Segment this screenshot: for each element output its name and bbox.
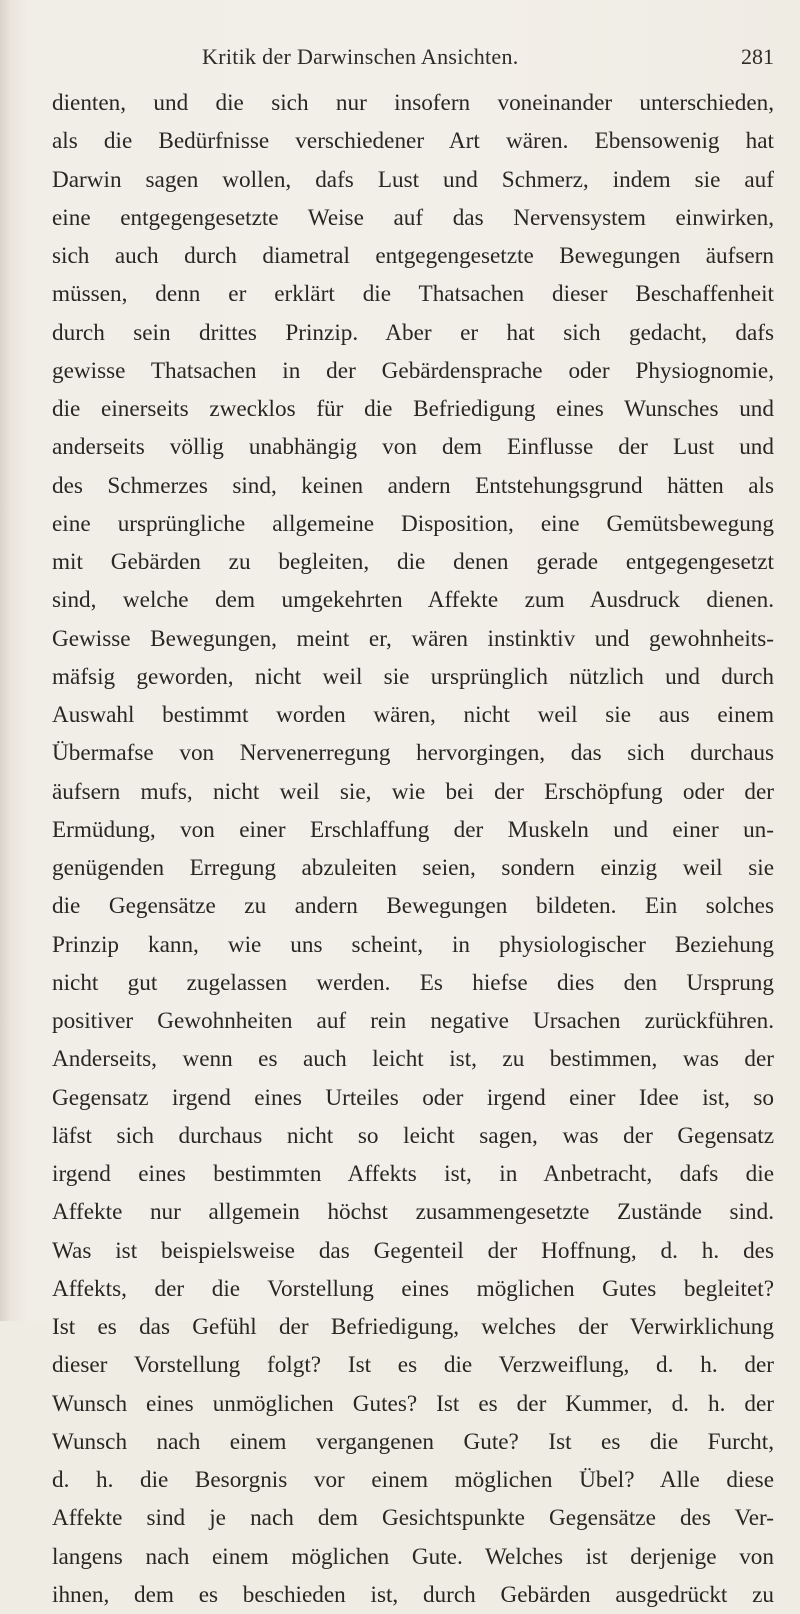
text-line: sich auch durch diametral entgegengesetzte Bewegungen äufsern (52, 243, 774, 269)
text-line: müssen, denn er erklärt die Thatsachen dieser Beschaffenheit (52, 281, 774, 308)
text-line: eine ursprüngliche allgemeine Disposition, eine Gemütsbewegung (52, 510, 774, 537)
text-line: eine entgegengesetzte Weise auf das Nervensystem einwirken, (52, 204, 774, 231)
text-line: nicht gut zugelassen werden. Es hiefse dies den Ursprung (52, 969, 774, 996)
text-line: Affekts, der die Vorstellung eines möglichen Gutes begleitet? (52, 1275, 774, 1302)
text-line: Anderseits, wenn es auch leicht ist, zu bestimmen, was der (52, 1046, 774, 1073)
body-text (52, 84, 774, 1614)
text-line: irgend eines bestimmten Affekts ist, in Anbetracht, dafs die (52, 1161, 774, 1187)
text-line: Affekte nur allgemein höchst zusammengesetzte Zustände sind. (52, 1199, 774, 1226)
text-line: Darwin sagen wollen, dafs Lust und Schmerz, indem sie auf (52, 166, 774, 193)
text-line: Gewisse Bewegungen, meint er, wären instinktiv und gewohnheits- (52, 625, 774, 652)
text-line: Ermüdung, von einer Erschlaffung der Muskeln und einer un- (52, 816, 774, 843)
text-line: Auswahl bestimmt worden wären, nicht weil sie aus einem (52, 702, 774, 728)
page-number: 281 (741, 44, 774, 69)
running-title: Kritik der Darwinschen Ansichten. (202, 44, 519, 69)
text-line: dienten, und die sich nur insofern voneinander unterschieden, (52, 90, 774, 116)
text-line: mäfsig geworden, nicht weil sie ursprünglich nützlich und durch (52, 663, 774, 690)
text-line: Was ist beispielsweise das Gegenteil der Hoffnung, d. h. des (52, 1237, 774, 1264)
text-line: des Schmerzes sind, keinen andern Entstehungsgrund hätten als (52, 472, 774, 499)
text-line: ihnen, dem es beschieden ist, durch Gebärden ausgedrückt zu (52, 1581, 774, 1608)
text-line: langens nach einem möglichen Gute. Welches ist derjenige von (52, 1543, 774, 1570)
text-line: Affekte sind je nach dem Gesichtspunkte Gegensätze des Ver- (52, 1505, 774, 1532)
text-line: als die Bedürfnisse verschiedener Art wären. Ebensowenig hat (52, 128, 774, 155)
text-line: gewisse Thatsachen in der Gebärdensprache oder Physiognomie, (52, 357, 774, 384)
text-line: Ist es das Gefühl der Befriedigung, welches der Verwirklichung (52, 1314, 774, 1340)
text-line: die Gegensätze zu andern Bewegungen bildeten. Ein solches (52, 893, 774, 920)
text-line: die einerseits zwecklos für die Befriedigung eines Wunsches und (52, 396, 774, 422)
text-line: positiver Gewohnheiten auf rein negative Ursachen zurückführen. (52, 1008, 774, 1034)
text-line: dieser Vorstellung folgt? Ist es die Verzweiflung, d. h. der (52, 1352, 774, 1379)
text-line: sind, welche dem umgekehrten Affekte zum Ausdruck dienen. (52, 587, 774, 614)
text-line: Prinzip kann, wie uns scheint, in physiologischer Beziehung (52, 931, 774, 958)
text-line: Übermafse von Nervenerregung hervorgingen, das sich durchaus (52, 740, 774, 767)
text-line: genügenden Erregung abzuleiten seien, sondern einzig weil sie (52, 855, 774, 881)
text-line: mit Gebärden zu begleiten, die denen gerade entgegengesetzt (52, 549, 774, 575)
text-line: durch sein drittes Prinzip. Aber er hat sich gedacht, dafs (52, 319, 774, 346)
text-line: äufsern mufs, nicht weil sie, wie bei der Erschöpfung oder der (52, 778, 774, 805)
page-gutter-shadow (0, 0, 10, 1321)
page-header (52, 44, 774, 76)
text-line: d. h. die Besorgnis vor einem möglichen Übel? Alle diese (52, 1467, 774, 1493)
text-line: anderseits völlig unabhängig von dem Einflusse der Lust und (52, 434, 774, 461)
text-line: Wunsch nach einem vergangenen Gute? Ist es die Furcht, (52, 1428, 774, 1455)
text-line: Wunsch eines unmöglichen Gutes? Ist es der Kummer, d. h. der (52, 1390, 774, 1417)
text-line: Gegensatz irgend eines Urteiles oder irgend einer Idee ist, so (52, 1084, 774, 1111)
text-line: läfst sich durchaus nicht so leicht sagen, was der Gegensatz (52, 1122, 774, 1149)
